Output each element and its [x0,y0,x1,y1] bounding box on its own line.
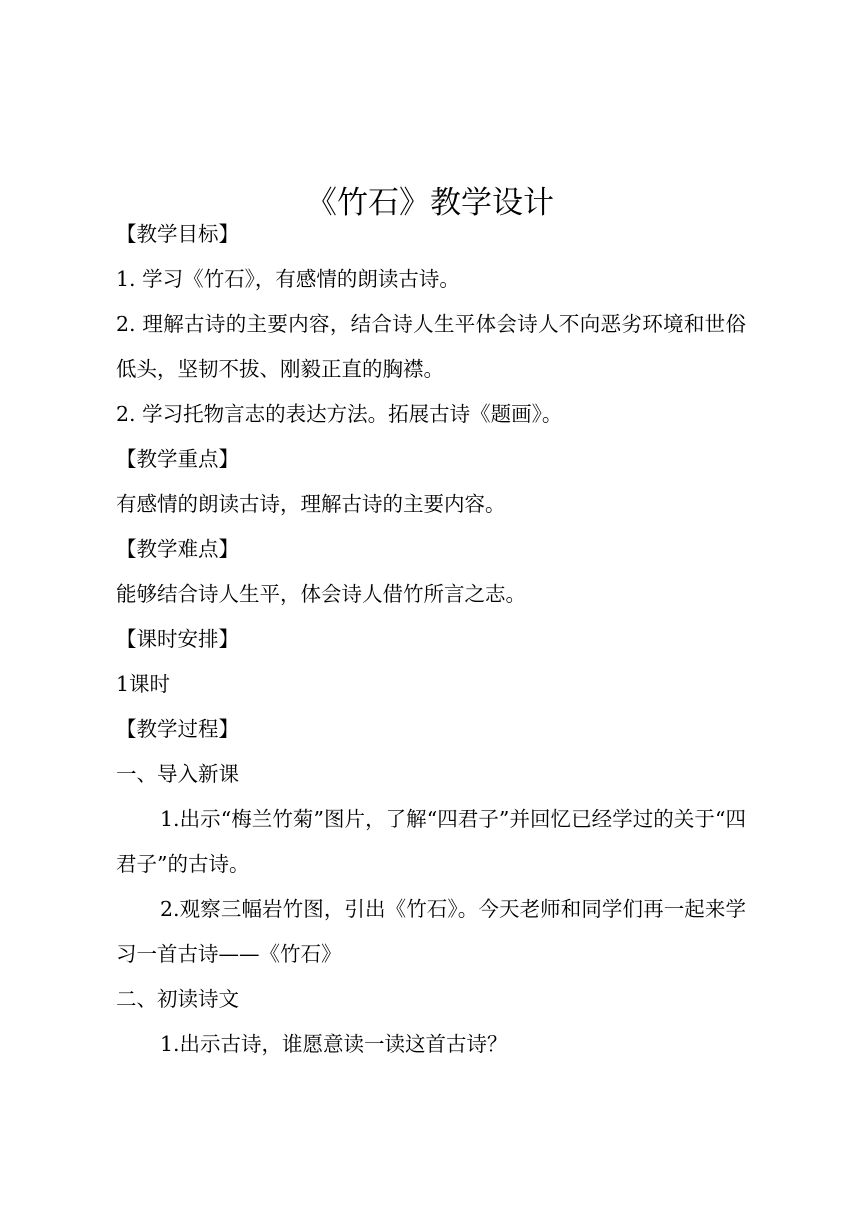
paragraph: 能够结合诗人生平，体会诗人借竹所言之志。 [116,582,526,606]
subsection-heading: 一、导入新课 [116,762,239,786]
section-heading-difficulties: 【教学难点】 [116,537,239,561]
section-heading-schedule: 【课时安排】 [116,627,239,651]
objective-item: 1. 学习《竹石》，有感情的朗读古诗。 [116,267,460,291]
objective-item: 2. 理解古诗的主要内容，结合诗人生平体会诗人不向恶劣环境和世俗低头，坚韧不拔、刚毅正直的胸襟。 [116,312,746,381]
document-title: 《竹石》教学设计 [306,184,554,221]
list-item: 1.出示古诗，谁愿意读一读这首古诗？ [160,1032,508,1056]
subsection-heading: 二、初读诗文 [116,987,239,1011]
paragraph: 有感情的朗读古诗，理解古诗的主要内容。 [116,492,506,516]
objective-item: 2. 学习托物言志的表达方法。拓展古诗《题画》。 [116,402,563,426]
list-item: 2.观察三幅岩竹图，引出《竹石》。今天老师和同学们再一起来学习一首古诗——《竹石》 [116,897,746,966]
section-heading-process: 【教学过程】 [116,717,239,741]
list-item: 1.出示“梅兰竹菊”图片，了解“四君子”并回忆已经学过的关于“四君子”的古诗。 [116,807,746,876]
paragraph: 1课时 [116,672,171,696]
document-body [116,212,746,1067]
section-heading-objectives: 【教学目标】 [116,222,239,246]
section-heading-key-points: 【教学重点】 [116,447,239,471]
